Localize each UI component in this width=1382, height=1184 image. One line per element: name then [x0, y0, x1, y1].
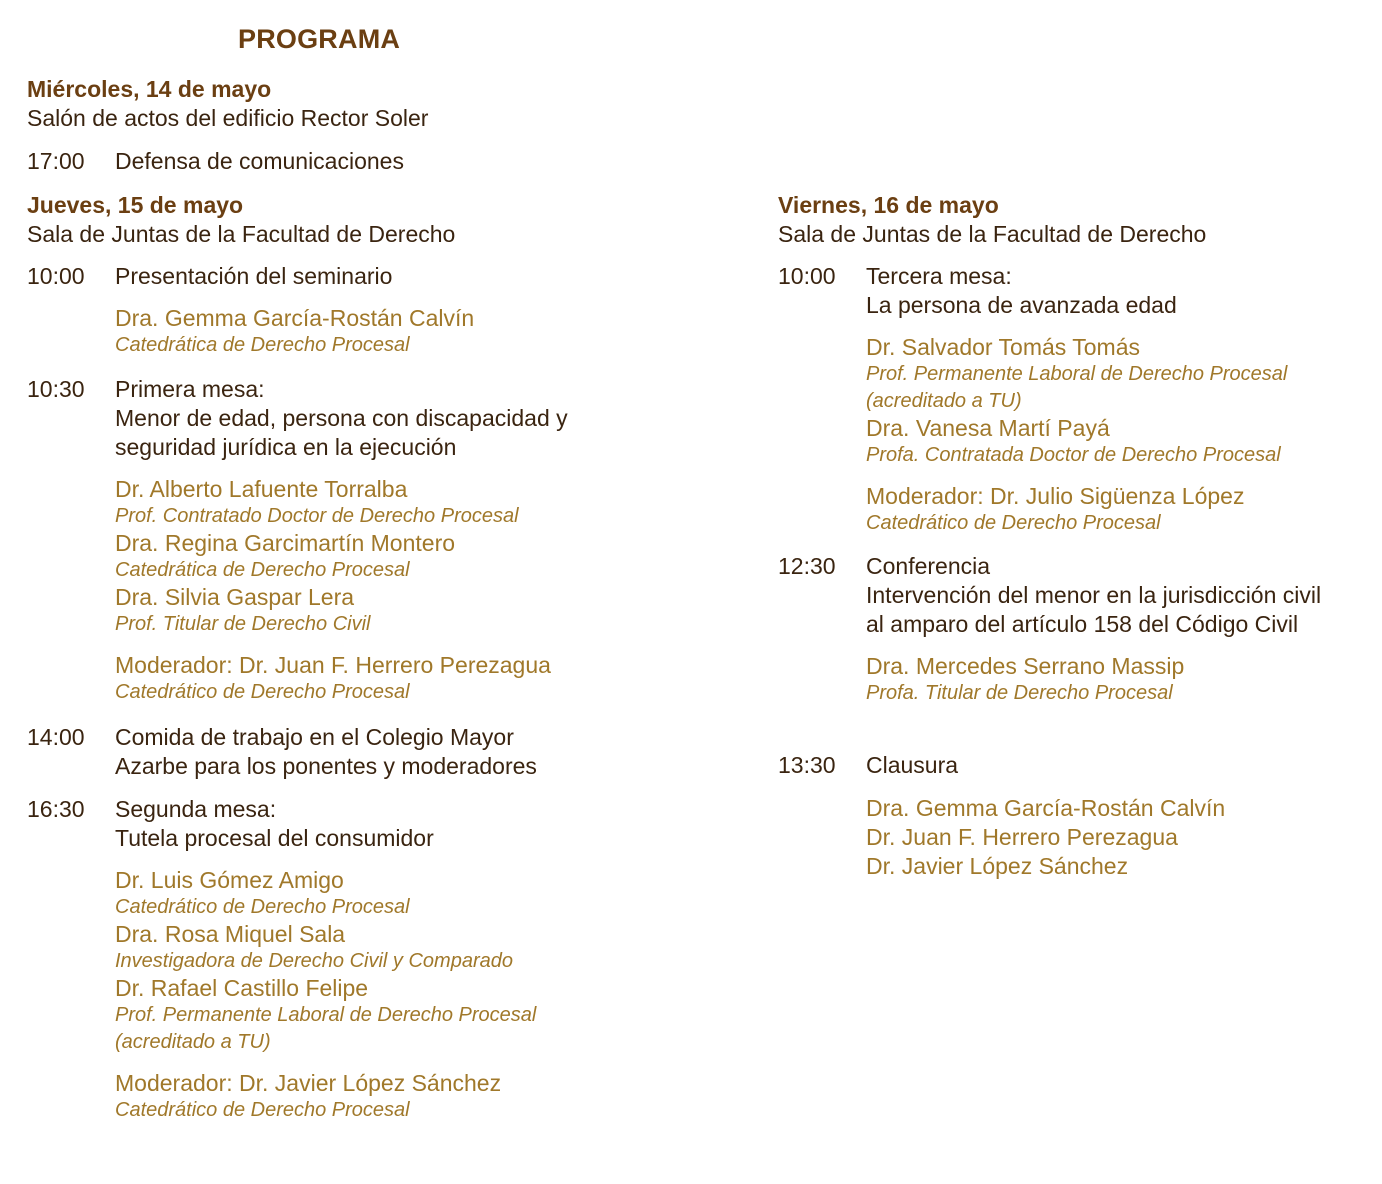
slot-subtitle: Tutela procesal del consumidor — [115, 825, 434, 851]
slot-title: Clausura — [866, 752, 959, 778]
speaker-role: Catedrático de Derecho Procesal — [115, 896, 410, 918]
moderator-name: Moderador: Dr. Juan F. Herrero Perezagua — [115, 652, 551, 678]
venue: Salón de actos del edificio Rector Soler — [27, 105, 429, 131]
slot-time: 17:00 — [27, 148, 85, 174]
slot-time: 12:30 — [778, 553, 836, 579]
slot-body — [866, 552, 1382, 707]
speaker-name: Dr. Salvador Tomás Tomás — [866, 334, 1140, 360]
slot-title: Presentación del seminario — [115, 263, 393, 289]
slot-body — [115, 795, 635, 1124]
slot-time: 13:30 — [778, 752, 836, 778]
slot-time: 16:30 — [27, 796, 85, 822]
slot-title: Tercera mesa: — [866, 263, 1012, 289]
speaker-role: (acreditado a TU) — [115, 1031, 271, 1053]
slot-subtitle: La persona de avanzada edad — [866, 292, 1177, 318]
slot-body — [115, 147, 635, 176]
slot-body — [115, 262, 635, 359]
slot-body — [115, 375, 635, 706]
page-title: PROGRAMA — [238, 24, 401, 54]
speaker-role: Prof. Permanente Laboral de Derecho Procesal — [115, 1004, 537, 1026]
slot-time: 10:00 — [27, 263, 85, 289]
speaker-role: Prof. Titular de Derecho Civil — [115, 613, 371, 635]
slot-subtitle: al amparo del artículo 158 del Código Civil — [866, 611, 1299, 637]
slot-subtitle: Azarbe para los ponentes y moderadores — [115, 753, 537, 779]
speaker-role: Catedrática de Derecho Procesal — [115, 334, 410, 356]
slot-time: 10:30 — [27, 376, 85, 402]
slot-title: Defensa de comunicaciones — [115, 148, 404, 174]
venue: Sala de Juntas de la Facultad de Derecho — [778, 221, 1207, 247]
moderator-name: Moderador: Dr. Julio Sigüenza López — [866, 483, 1245, 509]
slot-subtitle: Intervención del menor en la jurisdicción civil — [866, 582, 1322, 608]
speaker-role: Investigadora de Derecho Civil y Comparado — [115, 950, 513, 972]
speaker-role: Profa. Titular de Derecho Procesal — [866, 682, 1173, 704]
slot-title: Primera mesa: — [115, 376, 265, 402]
speaker-name: Dr. Alberto Lafuente Torralba — [115, 476, 408, 502]
moderator-name: Moderador: Dr. Javier López Sánchez — [115, 1070, 502, 1096]
slot-title: Comida de trabajo en el Colegio Mayor — [115, 724, 514, 750]
moderator-role: Catedrático de Derecho Procesal — [115, 1099, 410, 1121]
day-header-wednesday — [27, 75, 428, 133]
slot-body — [115, 723, 635, 781]
slot-title: Conferencia — [866, 553, 991, 579]
venue: Sala de Juntas de la Facultad de Derecho — [27, 221, 456, 247]
speaker-name: Dr. Rafael Castillo Felipe — [115, 975, 369, 1001]
day-header-thursday — [27, 191, 455, 249]
speaker-role: Prof. Permanente Laboral de Derecho Procesal — [866, 363, 1288, 385]
speaker-role: Profa. Contratada Doctor de Derecho Procesal — [866, 444, 1281, 466]
speaker-role: (acreditado a TU) — [866, 390, 1022, 412]
speaker-role: Prof. Contratado Doctor de Derecho Procesal — [115, 505, 519, 527]
slot-subtitle: Menor de edad, persona con discapacidad y — [115, 405, 568, 431]
speaker-name: Dra. Vanesa Martí Payá — [866, 415, 1110, 441]
moderator-role: Catedrático de Derecho Procesal — [115, 681, 410, 703]
speaker-name: Dra. Gemma García-Rostán Calvín — [115, 305, 475, 331]
speaker-name: Dr. Javier López Sánchez — [866, 853, 1129, 879]
slot-time: 14:00 — [27, 724, 85, 750]
speaker-name: Dr. Juan F. Herrero Perezagua — [866, 824, 1178, 850]
speaker-name: Dra. Silvia Gaspar Lera — [115, 584, 355, 610]
speaker-name: Dra. Mercedes Serrano Massip — [866, 653, 1185, 679]
day-label: Miércoles, 14 de mayo — [27, 76, 272, 102]
day-label: Viernes, 16 de mayo — [778, 192, 999, 218]
slot-body — [866, 751, 1382, 881]
day-header-friday — [778, 191, 1206, 249]
speaker-name: Dra. Regina Garcimartín Montero — [115, 530, 456, 556]
slot-subtitle: seguridad jurídica en la ejecución — [115, 434, 457, 460]
slot-time: 10:00 — [778, 263, 836, 289]
moderator-role: Catedrático de Derecho Procesal — [866, 512, 1161, 534]
speaker-name: Dra. Gemma García-Rostán Calvín — [866, 795, 1226, 821]
speaker-role: Catedrática de Derecho Procesal — [115, 559, 410, 581]
day-label: Jueves, 15 de mayo — [27, 192, 244, 218]
slot-body — [866, 262, 1382, 537]
slot-title: Segunda mesa: — [115, 796, 277, 822]
speaker-name: Dra. Rosa Miquel Sala — [115, 921, 346, 947]
speaker-name: Dr. Luis Gómez Amigo — [115, 867, 344, 893]
